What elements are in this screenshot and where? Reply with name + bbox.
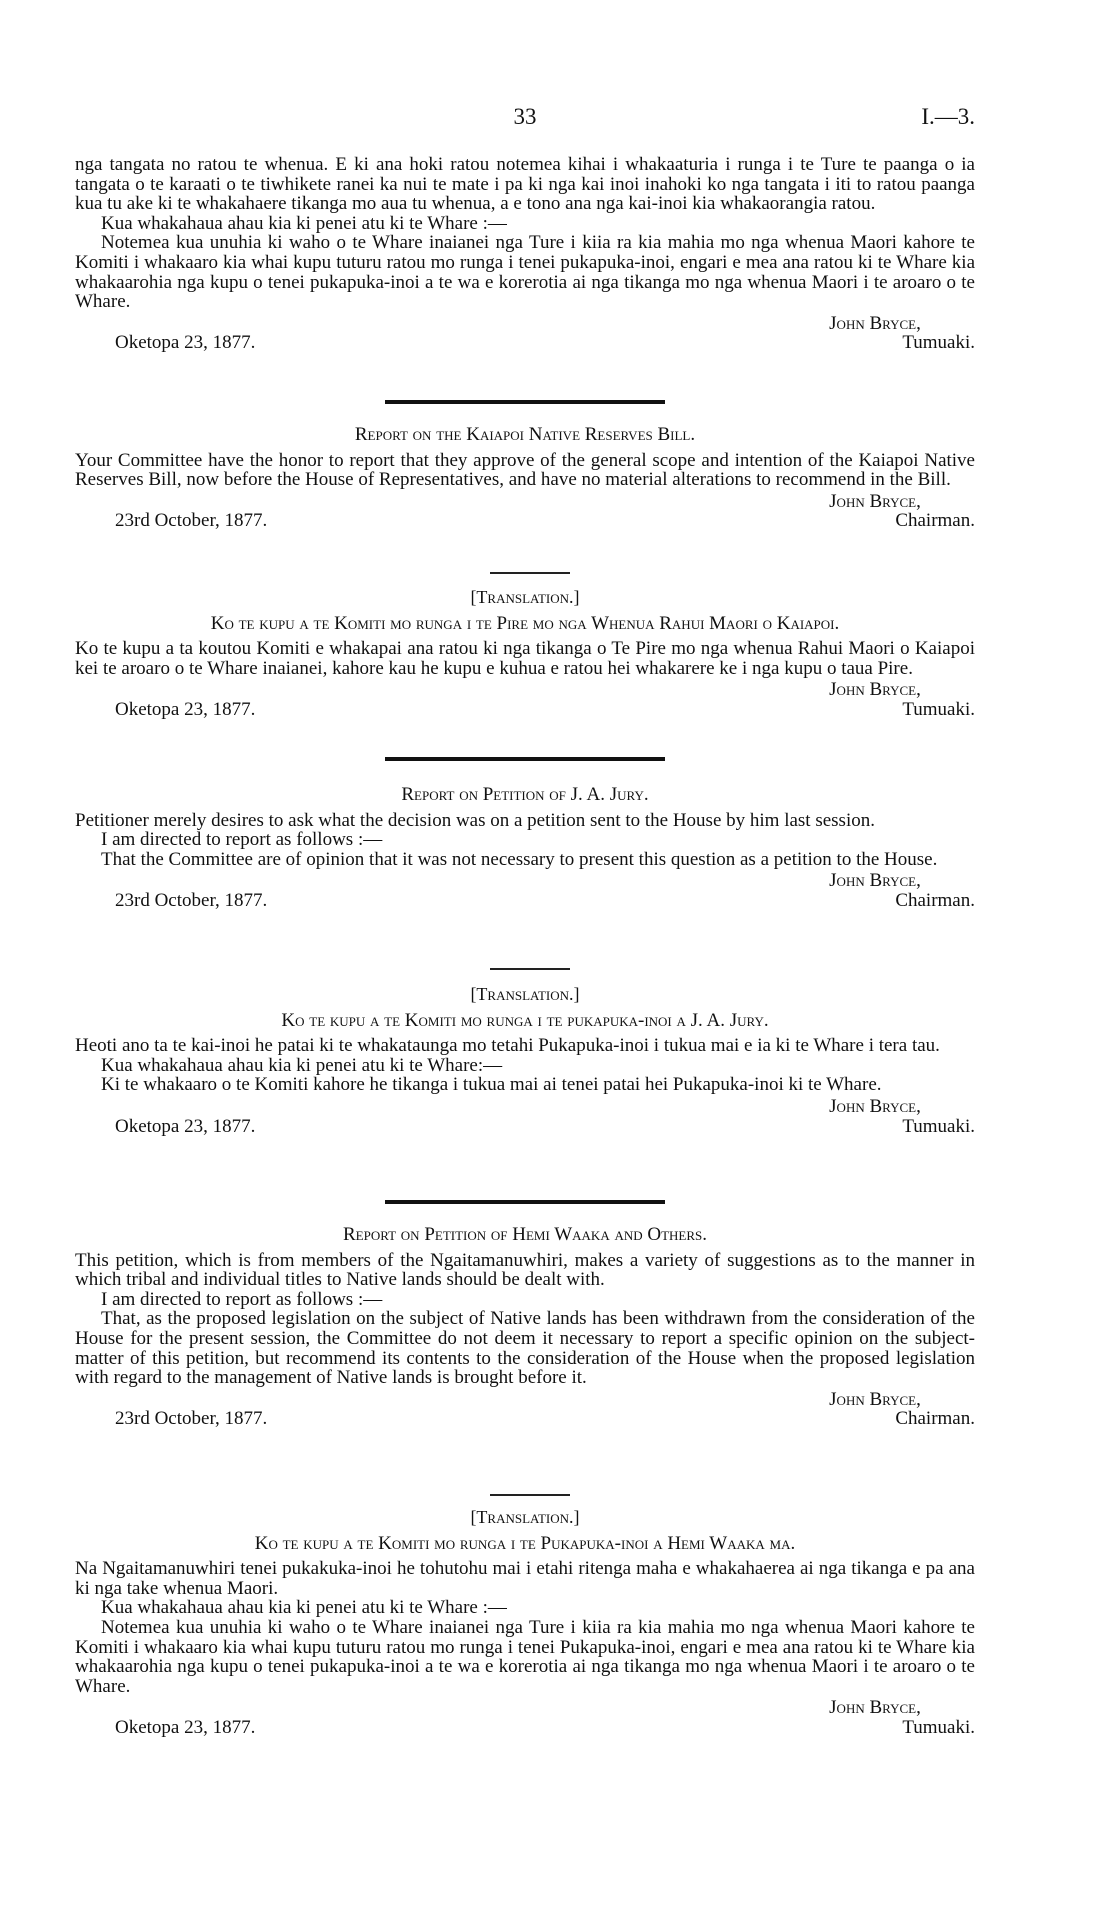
paragraph: Ko te kupu a ta koutou Komiti e whakapai ana ratou ki nga tikanga o Te Pire mo nga whenua Rahui Maori o Kaiapoi kei te aroaro o te Whare inaianei, kahore kau he kupu e kuhua e ratou hei whakarere ke i nga kupu o taua Pire. <box>75 638 975 679</box>
signature-right <box>775 1097 975 1136</box>
paragraph: Kua whakahaua ahau kia ki penei atu ki te Whare :— <box>101 1597 507 1619</box>
paragraph: Notemea kua unuhia ki waho o te Whare inaianei nga Ture i kiia ra kia mahia mo nga whenua Maori kahore te Komiti i whakaaro kia whai kupu tuturu ratou mo runga i tenei Pukapuka-inoi, engari e mea ana ratou ki te Whare kia whakaarohia nga kupu o tenei pukapuka-inoi a te wa e korerotia ai nga tikanga mo nga whenua Maori i te aroaro o te Whare. <box>75 1616 975 1697</box>
paragraph: That the Committee are of opinion that it was not necessary to present this question as a petition to the House. <box>101 848 938 870</box>
translation-divider <box>490 1494 570 1496</box>
section-heading: Ko te kupu a te Komiti mo runga i te Pukapuka-inoi a Hemi Waaka ma. <box>254 1532 796 1554</box>
signature-block <box>75 314 975 353</box>
signature-title: Chairman. <box>895 889 975 911</box>
signature-block <box>75 680 975 719</box>
paragraph: I am directed to report as follows :— <box>101 829 383 851</box>
section-report-kaiapoi <box>75 425 975 531</box>
signature-date: Oketopa 23, 1877. <box>115 332 256 354</box>
signature-name: John Bryce, <box>829 1388 921 1410</box>
section-divider <box>385 757 665 761</box>
signature-date: Oketopa 23, 1877. <box>115 1716 256 1738</box>
section-divider <box>385 1200 665 1204</box>
signature-date: Oketopa 23, 1877. <box>115 698 256 720</box>
signature-name: John Bryce, <box>829 1095 921 1117</box>
paragraph: nga tangata no ratou te whenua. E ki ana hoki ratou notemea kihai i whakaaturia i runga i te Ture te paanga o ia tangata o te karaati o te tiwhikete ranei ka nui te mate i pa ki nga kai inoi inahoki ko nga tangata i iti to ratou paanga kua tu ake ki te whakahaere tikanga mo aua tu whenua, a e tono ana nga kai-inoi kia whakaorangia ratou. <box>75 154 975 215</box>
signature-block <box>75 1698 975 1737</box>
page-header <box>75 104 975 135</box>
translation-divider <box>490 968 570 970</box>
section-heading: Report on Petition of J. A. Jury. <box>401 784 649 805</box>
translation-divider <box>490 572 570 574</box>
signature-date: 23rd October, 1877. <box>115 889 268 911</box>
paragraph: Petitioner merely desires to ask what the decision was on a petition sent to the House by him last session. <box>75 809 875 831</box>
page-number: 33 <box>513 104 537 129</box>
signature-name: John Bryce, <box>829 870 921 892</box>
paragraph: Kua whakahaua ahau kia ki penei atu ki te Whare :— <box>101 212 507 234</box>
signature-right <box>775 492 975 531</box>
paragraph: Na Ngaitamanuwhiri tenei pukakuka-inoi he tohutohu mai i etahi ritenga maha e whakahaerea ai nga tikanga e pa ana ki nga take whenua Maori. <box>75 1558 975 1599</box>
signature-name: John Bryce, <box>829 490 921 512</box>
document-reference: I.—3. <box>921 104 975 129</box>
paragraph: I am directed to report as follows :— <box>101 1288 383 1310</box>
signature-right <box>775 314 975 353</box>
signature-right <box>775 871 975 910</box>
paragraph: Your Committee have the honor to report that they approve of the general scope and intention of the Kaiapoi Native Reserves Bill, now before the House of Representatives, and have no material alterations to recommend in the Bill. <box>75 449 975 491</box>
signature-title: Chairman. <box>895 510 975 532</box>
signature-name: John Bryce, <box>829 679 921 701</box>
section-report-hemi-waaka <box>75 1225 975 1429</box>
signature-date: 23rd October, 1877. <box>115 1408 268 1430</box>
section-translation-jury <box>75 985 975 1136</box>
signature-name: John Bryce, <box>829 1697 921 1719</box>
signature-block <box>75 871 975 910</box>
signature-block <box>75 492 975 531</box>
translation-label: [Translation.] <box>470 1507 580 1527</box>
signature-name: John Bryce, <box>829 312 921 334</box>
paragraph: Heoti ano ta te kai-inoi he patai ki te whakataunga mo tetahi Pukapuka-inoi i tukua mai e ia ki te Whare i tera tau. <box>75 1035 940 1057</box>
signature-block <box>75 1390 975 1429</box>
signature-title: Chairman. <box>895 1408 975 1430</box>
signature-title: Tumuaki. <box>902 1115 975 1137</box>
section-report-jury <box>75 785 975 911</box>
signature-right <box>775 1390 975 1429</box>
signature-date: Oketopa 23, 1877. <box>115 1115 256 1137</box>
paragraph: Ki te whakaaro o te Komiti kahore he tikanga i tukua mai ai tenei patai hei Pukapuka-inoi ki te Whare. <box>101 1074 882 1096</box>
signature-date: 23rd October, 1877. <box>115 510 268 532</box>
paragraph: That, as the proposed legislation on the subject of Native lands has been withdrawn from the consideration of the House for the present session, the Committee do not deem it necessary to report a specific opinion on the subject-matter of this petition, but recommend its contents to the consideration of the House when the proposed legislation with regard to the management of Native lands is brought before it. <box>75 1308 975 1389</box>
section-translation-hemi-waaka <box>75 1508 975 1738</box>
signature-title: Tumuaki. <box>902 1716 975 1738</box>
section-heading: Report on Petition of Hemi Waaka and Others. <box>342 1224 708 1245</box>
section-heading: Report on the Kaiapoi Native Reserves Bill. <box>354 424 696 445</box>
section-translation-kaiapoi <box>75 588 975 720</box>
section-heading: Ko te kupu a te Komiti mo runga i te pukapuka-inoi a J. A. Jury. <box>281 1009 769 1031</box>
paragraph: Notemea kua unuhia ki waho o te Whare inaianei nga Ture i kiia ra kia mahia mo nga whenua Maori kahore te Komiti i whakaaro kia whai kupu tuturu ratou mo runga i tenei pukapuka-inoi, engari e mea ana ratou ki te Whare kia whakaarohia nga kupu o tenei pukapuka-inoi a te wa e korerotia ai nga tikanga mo nga whenua Maori i te aroaro o te Whare. <box>75 232 975 313</box>
section-continuation <box>75 155 975 353</box>
signature-right <box>775 1698 975 1737</box>
translation-label: [Translation.] <box>470 587 580 607</box>
translation-label: [Translation.] <box>470 984 580 1004</box>
signature-title: Tumuaki. <box>902 332 975 354</box>
signature-title: Tumuaki. <box>902 698 975 720</box>
signature-block <box>75 1097 975 1136</box>
section-heading: Ko te kupu a te Komiti mo runga i te Pire mo nga Whenua Rahui Maori o Kaiapoi. <box>210 612 840 634</box>
paragraph: This petition, which is from members of the Ngaitamanuwhiri, makes a variety of suggestions as to the manner in which tribal and individual titles to Native lands should be dealt with. <box>75 1249 975 1291</box>
paragraph: Kua whakahaua ahau kia ki penei atu ki te Whare:— <box>101 1054 503 1076</box>
section-divider <box>385 400 665 404</box>
signature-right <box>775 680 975 719</box>
